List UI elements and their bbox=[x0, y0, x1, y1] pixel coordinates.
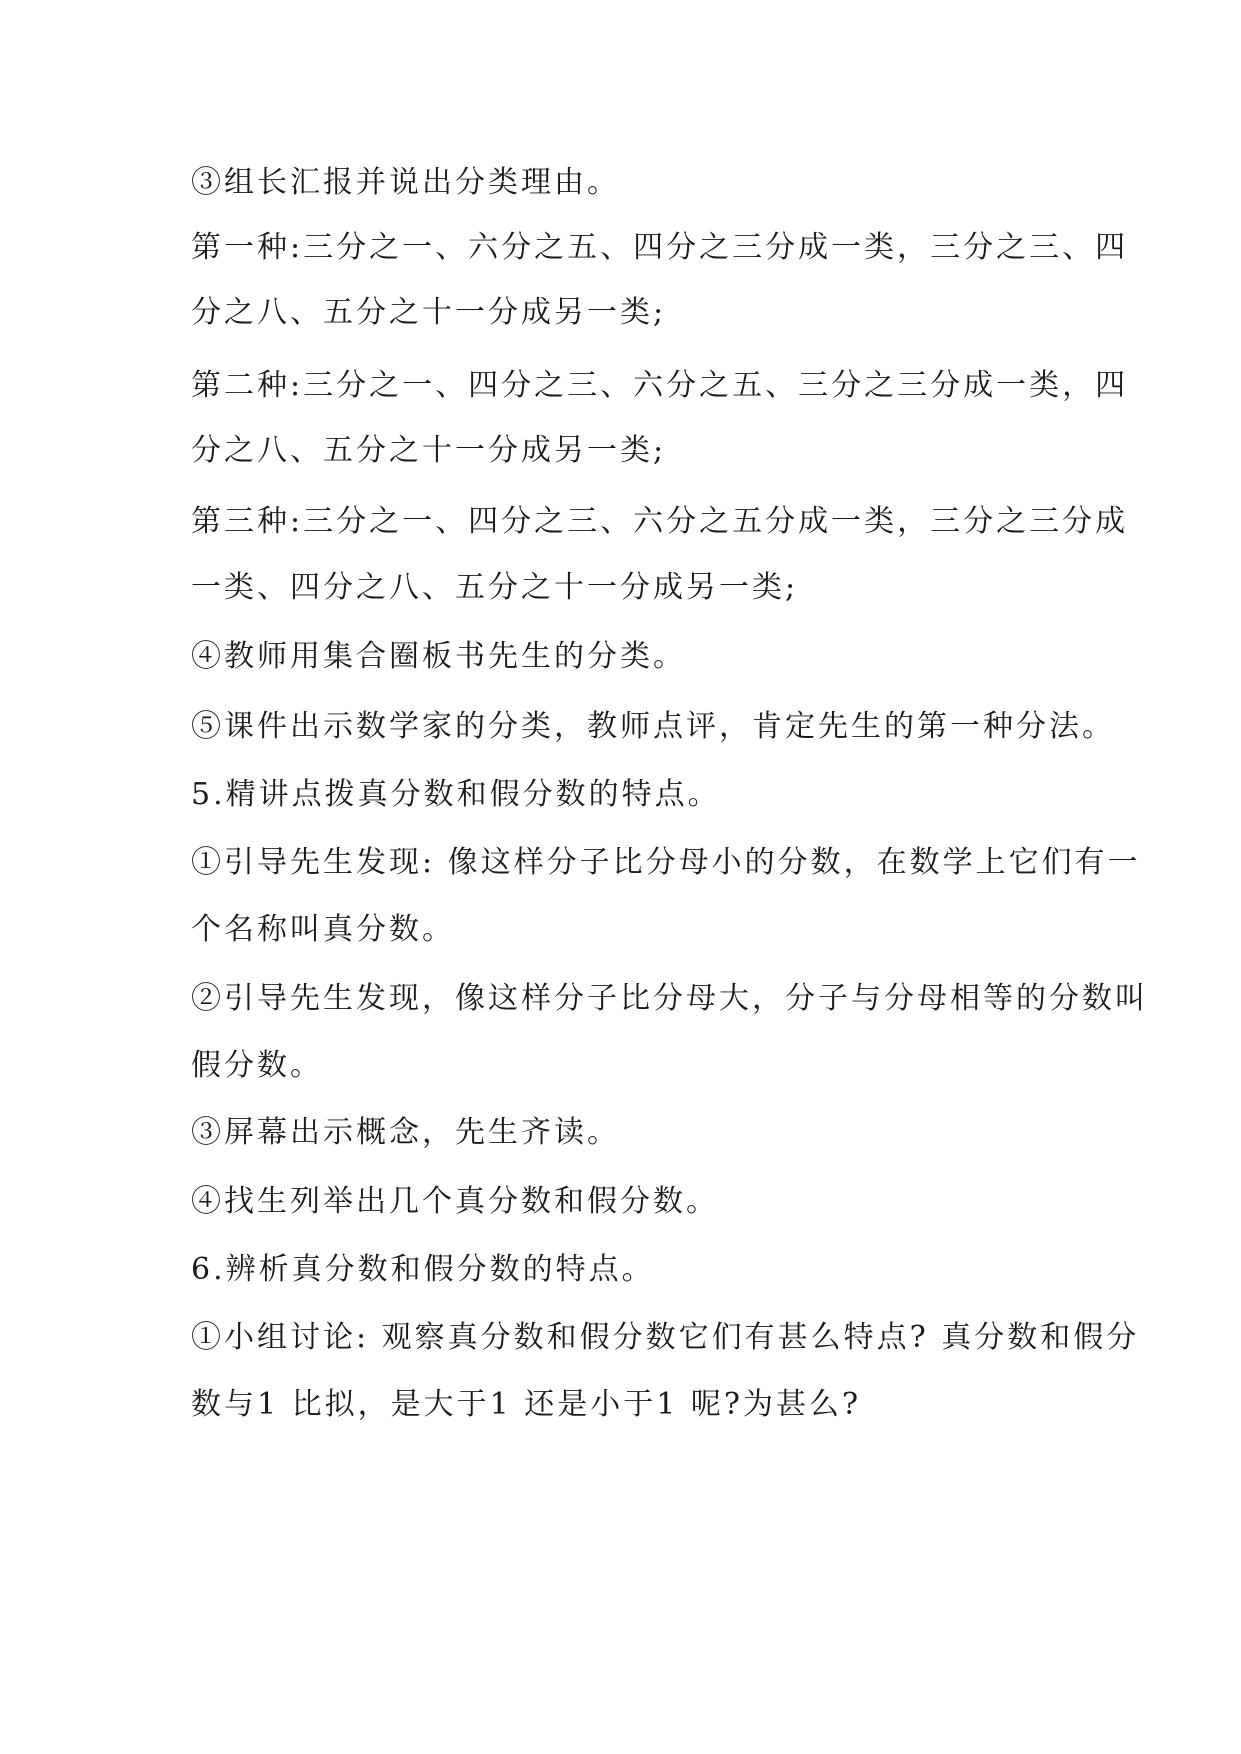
section-heading: 6.辨析真分数和假分数的特点。 bbox=[191, 1252, 655, 1287]
text-line: 数与1 比拟，是大于1 还是小于1 呢?为甚么? bbox=[191, 1387, 862, 1422]
text-line: ②引导先生发现，像这样分子比分母大，分子与分母相等的分数叫 bbox=[191, 981, 1148, 1016]
text-line: ①引导先生发现: 像这样分子比分母小的分数，在数学上它们有一 bbox=[191, 845, 1141, 880]
text-line: ①小组讨论: 观察真分数和假分数它们有甚么特点? 真分数和假分 bbox=[191, 1320, 1140, 1355]
text-line: 个名称叫真分数。 bbox=[191, 912, 455, 947]
text-line: ③屏幕出示概念，先生齐读。 bbox=[191, 1115, 620, 1150]
text-line: 假分数。 bbox=[191, 1048, 323, 1083]
text-line: ④找生列举出几个真分数和假分数。 bbox=[191, 1184, 719, 1219]
text-line: 第二种:三分之一、四分之三、六分之五、三分之三分成一类，四 bbox=[191, 368, 1129, 403]
text-line: 分之八、五分之十一分成另一类; bbox=[191, 433, 667, 468]
text-line: 一类、四分之八、五分之十一分成另一类; bbox=[191, 570, 799, 605]
text-line: ③组长汇报并说出分类理由。 bbox=[191, 165, 620, 200]
text-line: 第一种:三分之一、六分之五、四分之三分成一类，三分之三、四 bbox=[191, 230, 1129, 265]
section-heading: 5.精讲点拨真分数和假分数的特点。 bbox=[191, 777, 721, 812]
text-line: ⑤课件出示数学家的分类，教师点评，肯定先生的第一种分法。 bbox=[191, 709, 1115, 744]
text-line: ④教师用集合圈板书先生的分类。 bbox=[191, 639, 686, 674]
text-line: 分之八、五分之十一分成另一类; bbox=[191, 295, 667, 330]
text-line: 第三种:三分之一、四分之三、六分之五分成一类，三分之三分成 bbox=[191, 504, 1129, 539]
